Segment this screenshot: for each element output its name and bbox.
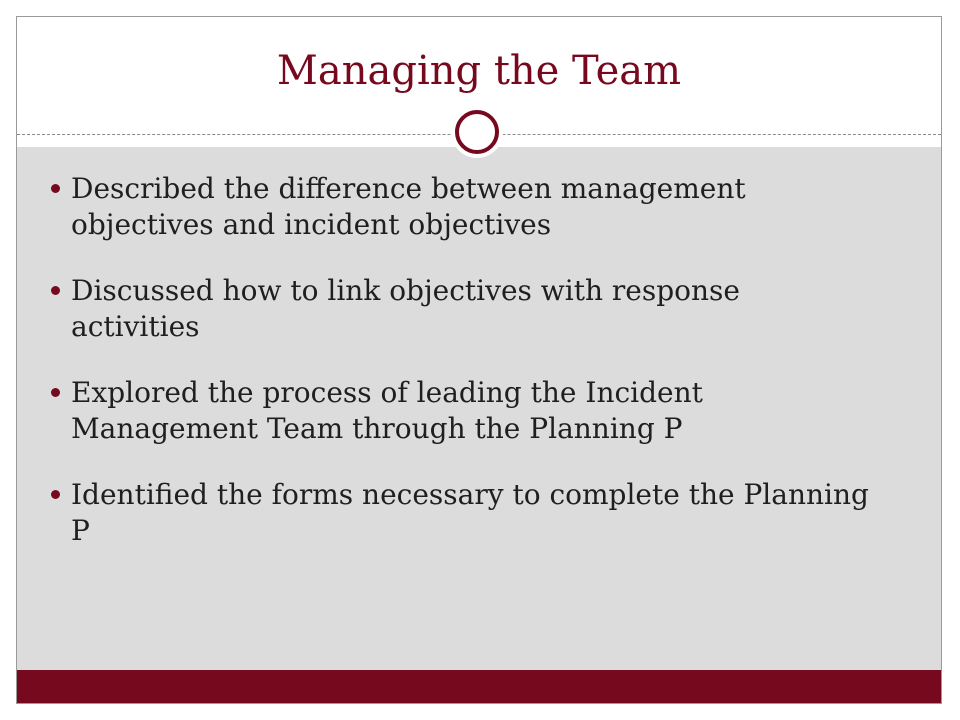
- bullet-item: [71, 477, 871, 549]
- bullet-list: [71, 171, 871, 579]
- bullet-text: Discussed how to link objectives with response activities: [71, 274, 740, 343]
- bullet-text: Explored the process of leading the Incident Management Team through the Planning P: [71, 376, 703, 445]
- content-area: [17, 147, 941, 671]
- footer-band: [17, 670, 941, 703]
- bullet-icon: [51, 490, 60, 499]
- circle-ornament-icon: [455, 110, 499, 154]
- bullet-icon: [51, 184, 60, 193]
- bullet-icon: [51, 286, 60, 295]
- bullet-item: [71, 273, 871, 345]
- bullet-text: Described the difference between management objectives and incident objectives: [71, 172, 746, 241]
- slide: [16, 16, 942, 704]
- bullet-text: Identified the forms necessary to complete the Planning P: [71, 478, 869, 547]
- bullet-item: [71, 171, 871, 243]
- bullet-item: [71, 375, 871, 447]
- slide-title: Managing the Team: [276, 48, 682, 94]
- bullet-icon: [51, 388, 60, 397]
